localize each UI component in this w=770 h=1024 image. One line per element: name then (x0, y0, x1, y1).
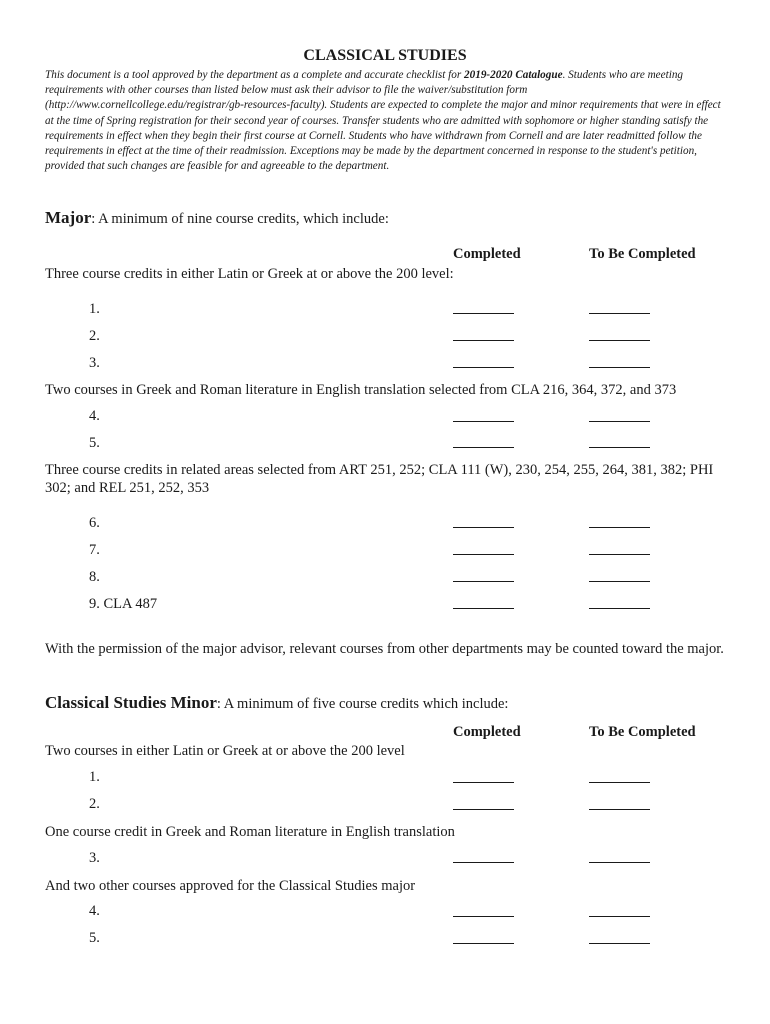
major-item-6: 6. (89, 515, 100, 531)
major-to-be-completed-header: To Be Completed (589, 246, 696, 262)
major-item-4: 4. (89, 408, 100, 424)
major-item-5: 5. (89, 435, 100, 451)
major-item-6-completed-blank[interactable] (453, 527, 514, 528)
intro-text-pre: This document is a tool approved by the department as a complete and accurate checklist for (45, 69, 465, 81)
major-requirement-group-1: Three course credits in either Latin or Greek at or above the 200 level: (45, 266, 454, 282)
minor-item-1-completed-blank[interactable] (453, 782, 514, 783)
minor-item-1-to-be-completed-blank[interactable] (589, 782, 650, 783)
intro-paragraph (45, 68, 725, 174)
major-item-3-to-be-completed-blank[interactable] (589, 367, 650, 368)
minor-description: : A minimum of five course credits which include: (216, 696, 509, 712)
minor-item-2: 2. (89, 796, 100, 812)
minor-item-3: 3. (89, 850, 100, 866)
major-item-2-to-be-completed-blank[interactable] (589, 340, 650, 341)
minor-item-1: 1. (89, 769, 100, 785)
major-item-9: 9. CLA 487 (89, 596, 158, 612)
major-item-9-to-be-completed-blank[interactable] (589, 608, 650, 609)
minor-heading (45, 693, 508, 713)
minor-item-3-to-be-completed-blank[interactable] (589, 862, 650, 863)
major-item-5-to-be-completed-blank[interactable] (589, 447, 650, 448)
major-item-6-to-be-completed-blank[interactable] (589, 527, 650, 528)
major-advisor-note: With the permission of the major advisor, relevant courses from other departments may be counted toward the major. (45, 641, 724, 657)
major-item-5-completed-blank[interactable] (453, 447, 514, 448)
minor-requirement-group-2: One course credit in Greek and Roman literature in English translation (45, 824, 455, 840)
page-title: CLASSICAL STUDIES (303, 47, 467, 64)
major-item-9-completed-blank[interactable] (453, 608, 514, 609)
major-description: : A minimum of nine course credits, which include: (91, 211, 389, 227)
major-requirement-group-3: Three course credits in related areas selected from ART 251, 252; CLA 111 (W), 230, 254, 255, 264, 381, 382; PHI 302; and REL 251, 252, 353 (45, 462, 714, 496)
major-item-4-to-be-completed-blank[interactable] (589, 421, 650, 422)
minor-item-5: 5. (89, 930, 100, 946)
major-label: Major (45, 208, 92, 227)
major-item-2: 2. (89, 328, 100, 344)
major-item-7-to-be-completed-blank[interactable] (589, 554, 650, 555)
minor-item-2-completed-blank[interactable] (453, 809, 514, 810)
minor-item-2-to-be-completed-blank[interactable] (589, 809, 650, 810)
major-item-2-completed-blank[interactable] (453, 340, 514, 341)
major-requirement-group-2: Two courses in Greek and Roman literature in English translation selected from CLA 216, 364, 372, and 373 (45, 382, 677, 398)
major-item-3: 3. (89, 355, 100, 371)
minor-item-4-completed-blank[interactable] (453, 916, 514, 917)
minor-item-5-to-be-completed-blank[interactable] (589, 943, 650, 944)
catalogue-year: 2019-2020 Catalogue (464, 69, 563, 81)
minor-completed-header: Completed (453, 724, 521, 740)
intro-text-post: . Students who are meeting requirements with other courses than listed below must ask their advisor to file the waiver/substitution form (http://www.cornellcollege.edu/registrar/gb-resources-faculty). Students are expected to complete the major and minor requirements that were in effect at the time of Spring registration for their second year of courses. Transfer students who are admitted with sophomore or higher standing satisfy the requirements in effect when they begin their first course at Cornell. Students who have withdrawn from Cornell and are later readmitted follow the requirements in effect at the time of their readmission. Exceptions may be made by the department concerned in response to the student's petition, provided that such changes are feasible for and agreeable to the department. (45, 69, 721, 173)
minor-requirement-group-3: And two other courses approved for the Classical Studies major (45, 878, 416, 894)
major-item-8-to-be-completed-blank[interactable] (589, 581, 650, 582)
major-item-7: 7. (89, 542, 100, 558)
major-item-7-completed-blank[interactable] (453, 554, 514, 555)
major-completed-header: Completed (453, 246, 521, 262)
minor-item-5-completed-blank[interactable] (453, 943, 514, 944)
major-item-4-completed-blank[interactable] (453, 421, 514, 422)
minor-requirement-group-1: Two courses in either Latin or Greek at or above the 200 level (45, 743, 405, 759)
minor-label: Classical Studies Minor (45, 693, 217, 712)
major-heading (45, 208, 389, 228)
minor-item-3-completed-blank[interactable] (453, 862, 514, 863)
major-item-8: 8. (89, 569, 100, 585)
minor-item-4-to-be-completed-blank[interactable] (589, 916, 650, 917)
minor-item-4: 4. (89, 903, 100, 919)
major-item-8-completed-blank[interactable] (453, 581, 514, 582)
major-item-1: 1. (89, 301, 100, 317)
minor-to-be-completed-header: To Be Completed (589, 724, 696, 740)
major-item-1-to-be-completed-blank[interactable] (589, 313, 650, 314)
major-item-3-completed-blank[interactable] (453, 367, 514, 368)
major-item-1-completed-blank[interactable] (453, 313, 514, 314)
